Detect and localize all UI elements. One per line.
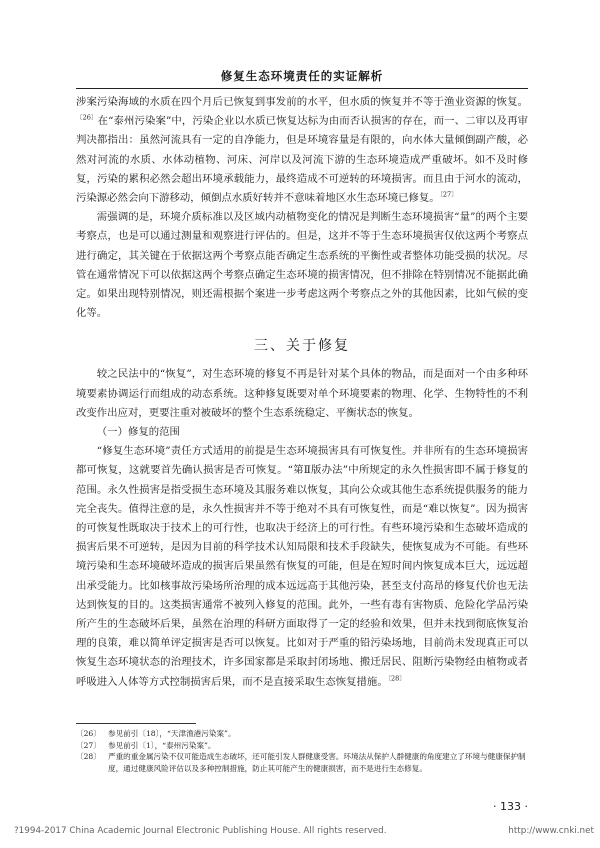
footnote-number: 〔28〕 [76,752,101,761]
copyright-text: ?1994-2017 China Academic Journal Electronic Publishing House. All rights reserved. [14,826,387,836]
paragraph-1-tail: 在“泰州污染案”中，污染企业以水质已恢复达标为由而否认损害的存在，而一、二审以及再审判决都指出：虽然河流具有一定的自净能力，但是环境容量是有限的，向水体大量倾倒副产酸，必然对河流的水质、水体动植物、河床、河岸以及河流下游的生态环境造成严重破坏。如不及时修复，污染的累积必然会超出环境承载能力，最终造成不可逆转的环境损害。而且由于河水的流动，污染源必然会向下游移动，倾倒点水质好转并不意味着地区水生态环境已修复。 [76,115,528,205]
page-number: · 133 · [493,800,528,813]
subsection-heading: （一）修复的范围 [96,426,180,439]
footnote-28 [76,751,528,774]
footnote-text: 参见前引〔1〕，“泰州污染案”。 [108,740,216,750]
paragraph-4-text: “修复生态环境”责任方式适用的前提是生态环境损害具有可恢复性。并非所有的生态环境损害都可恢复，这就要首先确认损害是否可恢复。“第Ⅱ版办法”中所规定的永久性损害即不属于修复的范围。永久性损害是指受损生态环境及其服务难以恢复，其向公众或其他生态系统提供服务的能力完全丧失。值得注意的是，永久性损害并不等于绝对不具有可恢复性，而是“难以恢复”。因为损害的可恢复性既取决于技术上的可行性，也取决于经济上的可行性。有些环境污染和生态破坏造成的损害后果不可逆转，是因为目前的科学技术认知局限和技术手段缺失，使恢复成为不可能。有些环境污染和生态环境破坏造成的损害后果虽然有恢复的可能，但是在短时间内恢复成本巨大，远远超出承受能力。比如核事故污染场所治理的成本远远高于其他污染，甚至支付高昂的修复代价也无法达到恢复的目的。这类损害通常不被列入修复的范围。此外，一些有毒有害物质、危险化学品污染所产生的生态破坏后果，虽然在治理的科研方面取得了一定的经验和效果，但并未找到彻底恢复治理的良策，难以简单评定损害是否可以恢复。比如对于严重的铅污染场地，目前尚未发现真正可以恢复生态环境状态的治理技术，许多国家都是采取封闭场地、搬迁居民、阻断污染物经由植物或者呼吸进入人体等方式控制损害后果，而不是直接采取生态恢复措施。 [76,445,528,688]
paragraph-1-text: 涉案污染海域的水质在四个月后已恢复到事发前的水平，但水质的恢复并不等于渔业资源的恢复。 [76,96,528,108]
footnotes [76,728,528,774]
footnote-26 [76,728,528,740]
footnote-ref-27[interactable]: 〔27〕 [439,190,458,199]
paragraph-3: 较之民法中的“恢复”，对生态环境的修复不再是针对某个具体的物品，而是面对一个由多种环境要素协调运行而组成的动态系统。这种修复既要对单个环境要素的物理、化学、生物特性的不利改变作出应对，更要注重对被破坏的整个生态系统稳定、平衡状态的恢复。 [76,368,528,419]
footnote-27 [76,740,528,752]
footnote-number: 〔27〕 [76,740,101,750]
footnote-rule [76,723,196,724]
footnote-number: 〔26〕 [76,729,101,738]
footnote-ref-28[interactable]: 〔28〕 [387,674,406,683]
copyright-footer [14,826,594,836]
running-title: 修复生态环境责任的实证解析 [220,69,384,83]
body-text [76,93,528,692]
paragraph-1 [76,93,528,208]
paragraph-2: 需强调的是，环境介质标准以及区域内动植物变化的情况是判断生态环境损害“量”的两个主要考察点，也是可以通过测量和观察进行评估的。但是，这并不等于生态环境损害仅依这两个考察点进行确定，其关键在于依据这两个考察点能否确定生态系统的平衡性或者整体功能受损的状况。尽管在通常情况下可以依据这两个考察点确定生态环境的损害情况，但不排除在特别情况不能据此确定。如果出现特别情况，则还需根据个案进一步考虑这两个考察点之外的其他因素，比如气候的变化等。 [76,211,528,320]
section-heading: 三、关于修复 [254,338,350,355]
paragraph-4 [76,442,528,692]
cnki-link[interactable]: http://www.cnki.net [508,826,594,836]
header-rule [76,88,528,89]
footnote-ref-26[interactable]: 〔26〕 [76,113,98,122]
footnote-text: 参见前引〔18〕，“天津渔港污染案”。 [108,729,236,738]
footnote-text: 严重的重金属污染不仅可能造成生态破坏，还可能引发人群健康受害。环境法从保护人群健康的角度建立了环境与健康保护制度，通过健康风险评估以及多种控制措施，防止其可能产生的健康损害，而不是进行生态修复。 [108,752,526,773]
